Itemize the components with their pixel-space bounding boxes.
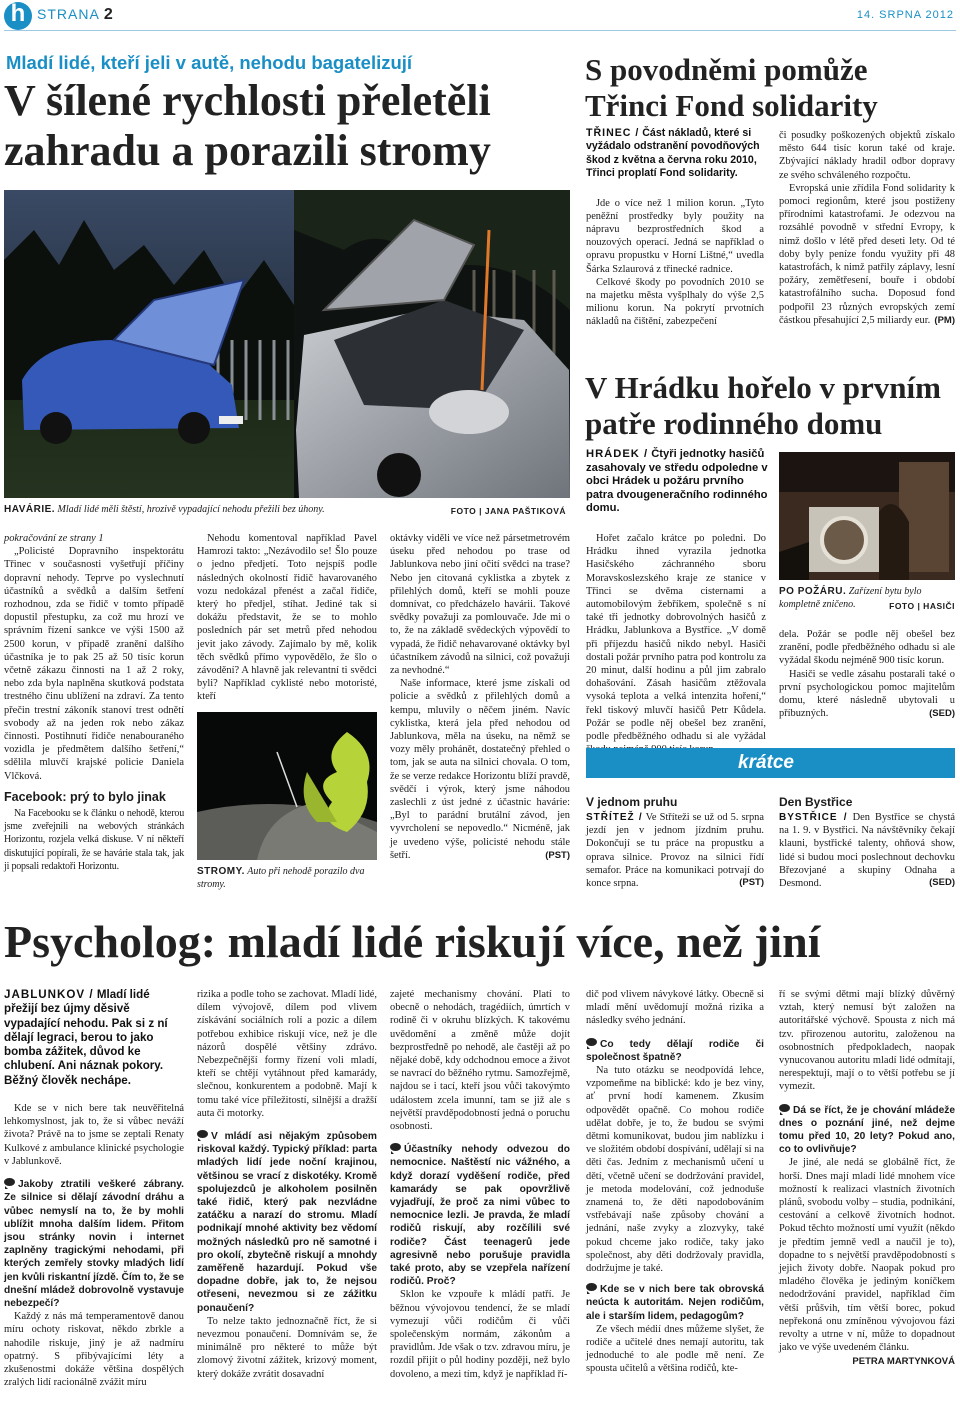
article2-p3: či posudky poškozených objektů získalo město 644 tisíc korun také od kraje. Zbývající náklady hradil odbor dopravy ze svého schváleného rozpočtu.: [779, 130, 955, 181]
crash-photo-credit: FOTO | JANA PAŠTIKOVÁ: [450, 506, 566, 516]
article4-c1-p2: Každý z nás má temperamentově danou míru ochoty riskovat, někdo zbrkle a nahodile riskuje, jiný je až nadmíru opatrný. S přibývajícími léty a zkušenostmi dokáže většina dospělých zralých lidí racionálně zvážit míru: [4, 1311, 184, 1389]
kratce-item1-title: V jednom pruhu: [586, 795, 678, 809]
article2-p4: Evropská unie zřídila Fond solidarity k pomoci regionům, které jsou postiženy přírodními katastrofami. Je odezvou na rozsáhlé povodně v střední Evropy, k nimž došlo v létě před deseti lety. Od té doby byly peníze fondu využity při 48 katastrofách, k nimž patřily záplavy, lesní požáry, zemětřesení, bouře i období katastrofálního sucha. Doposud fond podpořil 23 různých evropských zemí částkou přesahující 2,5 miliardy eur.: [779, 182, 955, 326]
article2-signature: (PM): [934, 315, 955, 327]
article3-lead: [586, 448, 770, 516]
article1-col1: [4, 532, 184, 873]
speech-bubble-icon: [4, 1178, 15, 1186]
article4-c5-p1: ří se svými dětmi mají blízký důvěrný vztah, který nemusí být založen na autoritářské výchově. Spousta z nich má tzv. přirozenou autoritu, založenou na osobnostních předpokladech, naopak vynucovanou autoritu mladí lidé odmítají, nerespektují, mají o to větší potřebu se jí vymezit.: [779, 989, 955, 1093]
article4-c3-p2: Sklon ke vzpouře k mládí patří. Je běžnou vývojovou tendencí, že se mladí vymezují vůči rodičům či vůči společenským normám, zákonům a pravidlům. Jde však o tzv. zdravou míru, je rozdíl přijít o půl hodiny později, než bylo dovoleno, a mezi tím, když je například ří-: [390, 1289, 570, 1380]
article2-col2: [779, 129, 955, 327]
speech-bubble-icon: [197, 1130, 208, 1138]
article4-c4-p2: Na tuto otázku se neodpovídá lehce, vzpomeňme na biblické: kdo je bez viny, ať první hodí kamenem. Zkusím odpovědět opačně. Co mohou rodiče udělat dobře, je to, že budou se svými dětmi komunikovat, budou jim nablízku i ve složitém období dospívání, udělají si na děti čas. Jedním z mechanismů učení u dětí, včetně učení se dodržování pravidel, je metoda modelování, což jednoduše znamená to, že děti napodobováním vstřebávají naše způsoby chování a jednání, naše zvyky a zlozvyky, také pokud chceme jako rodiče, taky jako společnost, aby děti dodržovaly pravidla, dodržujme je také.: [586, 1065, 764, 1275]
trees-caption-label: STROMY.: [197, 866, 245, 877]
article4-c3-p1: zajeté mechanismy chování. Platí to obecně o nehodách, tragédiích, úmrtích v rodině či v okruhu blízkých. K takovému uvědomění a změně může dojít bezprostředně po nehodě, ale častěji až po nějaké době, kdy odchodnou emoce a život se navrací do běžného rytmu. Samozřejmě, najdou se i tací, kteří jsou vůči takovýmto událostem zcela imunní, tam se již ale s největší pravděpodobností jedná o poruchu osobnosti.: [390, 989, 570, 1133]
article2-p2: Celkové škody po povodních 2010 se na majetku města vyšplhaly do výše 2,5 milionu korun. Na pokrytí prvotních nákladů na čištění, zabezpečení: [586, 276, 764, 328]
kratce-item1-text: Ve Stříteži se už od 5. srpna jezdí jen v jednom jízdním pruhu. Dokončují se tu práce na propustku a oprava silnice. Provoz na silnici řídí semafor. Práce na komunikaci potrvají do konce srpna.: [586, 812, 764, 890]
article2-lead-text: Část nákladů, které si vyžádalo odstranění povodňových škod z května a června roku 2010, Třinci proplatí Fond solidarity.: [586, 127, 760, 180]
article2-title-line1: S povodněmi pomůže: [585, 52, 868, 87]
header-rule: [4, 30, 956, 31]
article1-col3: [390, 532, 570, 862]
article4-col4: [586, 988, 764, 1376]
facebook-text: Na Facebooku se k článku o nehodě, kterou jsme zveřejnili na webových stránkách Horizontu, rozjela velká diskuse. V ní někteří diskutující popírali, že se havárie stala tak, jak ji popsali redaktoři Horizontu.: [4, 808, 184, 872]
kratce-banner: [586, 748, 955, 778]
article4-c4-question2: Kde se v nich bere tak obrovská neúcta k autoritám. Nejen rodičům, ale i starším lidem, pedagogům?: [586, 1284, 764, 1322]
article4-col2: [197, 988, 377, 1381]
page-label: STRANA: [37, 6, 100, 22]
speech-bubble-icon: [586, 1038, 597, 1046]
article4-title: Psycholog: mladí lidé riskují více, než jiní: [4, 916, 821, 967]
article4-c5-question: Dá se říct, že je chování mládeže dnes o poznání jiné, než dejme tomu před 10, 20 lety? Pokud ano, co to ovlivňuje?: [779, 1104, 955, 1156]
article1-title-line2: zahradu a porazili stromy: [4, 126, 491, 175]
crash-photo-caption: [4, 504, 474, 517]
crash-photo-illustration: [4, 190, 570, 498]
fire-photo-illustration: [779, 452, 955, 580]
article4-col5: [779, 988, 955, 1367]
article3-title-line1: V Hrádku hořelo v prvním: [585, 370, 941, 405]
article3-place: HRÁDEK /: [586, 448, 649, 460]
article4-signature: PETRA MARTYNKOVÁ: [852, 1356, 955, 1368]
kratce-label: krátce: [738, 752, 794, 773]
article4-lead: [4, 988, 184, 1088]
crash-photo: [4, 190, 570, 498]
article4-c3-question: Účastníky nehody odvezou do nemocnice. Naštěstí nic vážného, a když dorazí vyděšení rodiče, před kamarády se pak opovržlivě vyjadřují, že proč za nimi vůbec to nemocnice lezli. Je pravda, že mladí rodičů riskují, aby rozčílili své rodiče? Část teenagerů jede agresivně nebo porušuje pravidla také proto, aby se vzepřela nařízení rodičů. Proč?: [390, 1144, 570, 1288]
article1-col1-paragraph: „Policisté Dopravního inspektorátu Třinec v současnosti vyšetřují příčiny dopravní nehody. Teprve po vyslechnutí účastníků a svědků a dalším šetření rozhodnou, zda se řidič v tomto případě dopustil přestupku, za což mu hrozí ve správním řízení sankce ve výši 1500 až 2500 korun, v případě zranění dalšího účastníka je to pak 25 až 50 tisíc korun včetně zákazu činnosti na 1 až 2 roky, nebo zda byla naplněna skutková podstata trestného činu ublížení na zdraví. Za tento přečin trestní zákoník stanoví trest odnětí svobody až na jeden rok nebo zákaz činnosti. Postihnutí řidiče nenabouraného vozidla je předmětem dalšího šetření,“ sdělila mluvčí krajské policie Daniela Vlčková.: [4, 546, 184, 782]
speech-bubble-icon: [586, 1283, 597, 1291]
article4-c2-question: V mládí asi nějakým způsobem riskoval každý. Typický příklad: parta mladých lidí jede noční krajinou, většinou se vrací z diskotéky. Kromě spolujezdců je alkoholem posilněn také řidič, který pak nezvládne zatáčku a narazí do stromu. Mladí podnikají mnohé aktivity bez vědomí možných následků pro ně samotné i pro okolí, zbytečně riskují a mnohdy zaměřeně hazardují. Pokud vše dopadne dobře, jak to, že nejsou otřeseni, nevezmou si ze zážitku ponaučení?: [197, 1131, 377, 1314]
trees-caption-text: Auto při nehodě porazilo dva stromy.: [197, 866, 365, 890]
article2-place: TŘINEC /: [586, 127, 640, 139]
article4-c4-question1: Co tedy dělají rodiče či společnost špatně?: [586, 1038, 764, 1063]
fire-photo: [779, 452, 955, 580]
kratce-item2-title: Den Bystřice: [779, 795, 853, 809]
article4-c2-p2: To nelze takto jednoznačně říct, že si nevezmou ponaučení. Domnívám se, že minimálně pro některé to může být zlomový životní zážitek, krizový moment, který dokáže zvrátit dosavadní: [197, 1315, 377, 1380]
article4-lead-text: Mladí lidé přežijí bez újmy děsivě vypadající nehodu. Pak si z ní dělají legraci, berou to jako bomba zážitek, důvod ke chlubení. Ani náznak pokory. Běžný člověk nechápe.: [4, 988, 168, 1087]
fire-caption-text: Zařízení bytu bylo kompletně zničeno.: [779, 586, 922, 610]
article1-title-line1: V šílené rychlosti přeletěli: [4, 76, 491, 125]
article4-c2-p1: rizika a podle toho se zachovat. Mladí lidé, dílem vývojově, dílem pod vlivem získávání sociálních rolí a pozic a dílem potřebou exhibice riskují více, než je dle názorů dospělé většiny zdrávo. Nebezpečnější formy řízení voli mladí, kteří se chtějí vytáhnout před kamarády, slečnou, konkurentem a podobně. Mají k tomu také více příležitostí, silnější a dražší auta či motorky.: [197, 989, 377, 1119]
article1-col2: [197, 532, 377, 704]
article3-body: [586, 532, 766, 743]
article2-lead: [586, 127, 764, 181]
facebook-heading: Facebook: prý to bylo jinak: [4, 789, 166, 804]
article3-title: [585, 370, 955, 442]
article1-title: [4, 76, 584, 176]
article4-place: JABLUNKOV /: [4, 988, 94, 1001]
article3-signature: (SED): [929, 708, 955, 720]
article3-p1b: Hasiči se vedle zásahu postarali také o první psychologickou pomoc majitelům domu, které následně ubytovali u příbuzných.: [779, 668, 955, 720]
kratce-item1: [586, 795, 764, 888]
logo: [4, 2, 32, 30]
article1-col3-p2: Naše informace, které jsme získali od policie a svědků z přilehlých domů a kempu, mluvily o něčem jiném. Navíc cyklistka, která jela před nehodou od Jablunkova, měla na úseku, na němž se vozy měly prohánět, dostatečný přehled o tom, jak se auta na silnici chovala. O tom, že se verze redakce Horizontu blíží pravdě, svědčí i výrok, který jsme náhodou zaslechli z úst jedné z účastnic havárie: „Byl to parádní brutální závod, jen vyvrcholení se nepovedlo.“ Nicméně, jak je uvedeno výše, policisté nehodu stále šetří.: [390, 678, 570, 861]
continued-note: pokračování ze strany 1: [4, 533, 104, 544]
article1-signature: (PST): [545, 850, 570, 862]
article1-kicker: Mladí lidé, kteří jeli v autě, nehodu bagatelizují: [6, 52, 413, 73]
article2-p1: Jde o více než 1 milion korun. „Tyto peněžní prostředky byly použity na nápravu bezprostředních škod a nouzových operací. Jedná se například o opravu propustku v Horní Lištné,“ uvedla Šárka Szlaurová z třinecké radnice.: [586, 197, 764, 275]
speech-bubble-icon: [390, 1143, 401, 1151]
kratce-item2-text: Den Bystřice se chystá na 1. 9. v Bystřici. Na návštěvníky čekají klauni, bystřické talenty, ohňová show, lidé si budou moci poslechnout dechovku Březovjané a skupiny Odnaha a Desmond.: [779, 812, 955, 890]
page-label-group: [37, 6, 114, 24]
page-number: 2: [103, 6, 114, 23]
trees-caption: [197, 866, 377, 891]
fire-photo-credit: FOTO | HASIČI: [889, 601, 955, 611]
article4-c4-p1: dič pod vlivem návykové látky. Obecně si mladí mění uvědomují možná rizika a následky svého jednání.: [586, 989, 764, 1027]
kratce-item2-signature: (SED): [929, 877, 955, 889]
kratce-item2-place: BYSTŘICE /: [779, 812, 848, 823]
caption-label: HAVÁRIE.: [4, 504, 56, 515]
article1-col3-p1: oktávky viděli ve více než pársetmetrovém úseku před nehodou po trase od Jablunkova nebo jiní očití svědci na trase? Nebo jen citovaná cyklistka a zbytek z přilehlých domů, kteří se mohli pouze domnívat, co předcházelo havárii. Takové svědky považuji za pomlouvače. Jde mi o to, že na základě svědeckých výpovědí to vypadá, že řidič nehavarované oktávky byl účastníkem závodů na silnici, což považuji za nevhodné.“: [390, 533, 570, 677]
logo-letter: h: [10, 0, 26, 27]
article4-c4-p3: Ze všech médií dnes můžeme slyšet, že rodiče a učitelé dnes nemají autoritu, tak jednoduché to ale podle mě není. Ze spousta učitelů a většina rodičů, kte-: [586, 1323, 764, 1375]
article3-body-col2: dela. Požár se podle něj obešel bez zranění, podle předběžného odhadu si ale vyžádal škodu nejméně 900 tisíc korun. Hasiči se vedle zásahu postarali také o první psychologickou pomoc majitelům domu, které následně ubytovali u příbuzných. (SED): [779, 629, 955, 720]
article4-col3: [390, 988, 570, 1381]
kratce-item1-place: STŘÍTEŽ /: [586, 812, 643, 823]
article2-col1: [586, 127, 764, 329]
article1-col2-paragraph: Nehodu komentoval například Pavel Hamrozi takto: „Nezávodilo se! Šlo pouze o jedno předjetí. Toto nejspíš podle následných okolností řidič havarovaného vozu nedokázal přenést a začal řidiče, který ho předjel, stíhat. Jediné tak si dokážu představit, že se to mohlo posledních pár set metrů před nehodou jevit jako závody. Zajímalo by mě, kolik těch svědků přímo vypovědělo, že šlo o závodění? A hlavně jak relevantní ti svědci byli? Například cyklisté nebo motoristé, kteří: [197, 533, 377, 703]
article4-c1-p1: Kde se v nich bere tak neuvěřitelná lehkomyslnost, jak to, že si vůbec neváží života? Právě na to jsme se zeptali Renaty Kulkové z ambulance klinické psychologie v Jablunkově.: [4, 1103, 184, 1167]
article3-p1: Hořet začalo krátce po poledni. Do Hrádku ihned vyrazila jednotka Hasičského záchranného sboru Moravskoslezského kraje ze stanice v Třinci se dvěma cisternami a automobilovým žebříkem, společně s ní také tři jednotky dobrovolných hasičů z Hrádku, Jablunkova a Bystřice. „V domě při příjezdu hasičů nikdo nebyl. Hasiči dostali požár prvního patra pod kontrolu za 20 minut, další hodinu a půl jim zabralo dohašování. Zásah hasičům ztěžovala vysoká teplota a velká intenzita hoření,“ řekl tiskový mluvčí hasičů Petr Kůdela. Požár se podle něj obešel bez zranění, podle předběžného odhadu si ale vyžádal: [586, 533, 766, 743]
kratce-item2: [779, 795, 955, 888]
article2-title-line2: Třinci Fond solidarity: [585, 88, 878, 123]
article2-title: [585, 52, 955, 124]
fire-caption-label: PO POŽÁRU.: [779, 586, 847, 597]
article3-title-line2: patře rodinného domu: [585, 406, 883, 441]
trees-photo-illustration: [197, 712, 377, 860]
issue-date: 14. SRPNA 2012: [856, 9, 954, 21]
page-header: [0, 0, 960, 30]
article4-c1-question: Jakoby ztratili veškeré zábrany. Ze silnice si dělají závodní dráhu a vůbec nemyslí na to, že by mohli ublížit mnoha dalším lidem. Přitom jsou stránky novin i internet zaplněny tragickými nehodami, při kterých zemřely stovky mladých lidí jen kvůli riskantní jízdě. Čím to, že se dnešní mládež dobrovolně vystavuje nebezpečí?: [4, 1179, 184, 1309]
article4-c5-p2: Je jiné, ale nedá se globálně říct, že horší. Dnes mají mladí lidé mnohem více možností k realizaci vlastních životních plánů, svobodu volby – studia, podnikání, cestování a celkově životních hodnot. Pokud těchto možností umí využít (někdo je předtím jemně vedl a naučil je to), dopadne to s největší pravděpodobností s jejich životy dobře. Naopak pokud pro mladého člověka je jediným koníčkem nedodržování pravidel, například čím větší průšvih, tím větší borec, pokud nepřekoná onu zmíněnou vývojovou fázi revolty a utrne v ní, může to dopadnout jako ve výše uvedeném článku.: [779, 1157, 955, 1354]
speech-bubble-icon: [779, 1104, 790, 1112]
trees-photo: [197, 712, 377, 860]
caption-text: Mladí lidé měli štěstí, hrozivě vypadající nehodu přežili bez úhony.: [57, 504, 325, 515]
kratce-item1-signature: (PST): [739, 877, 764, 889]
article3-lead-text: Čtyři jednotky hasičů zasahovaly ve středu odpoledne v obci Hrádek u požáru prvního patra dvougeneračního rodinného domu.: [586, 448, 768, 514]
article4-col1: [4, 988, 184, 1389]
